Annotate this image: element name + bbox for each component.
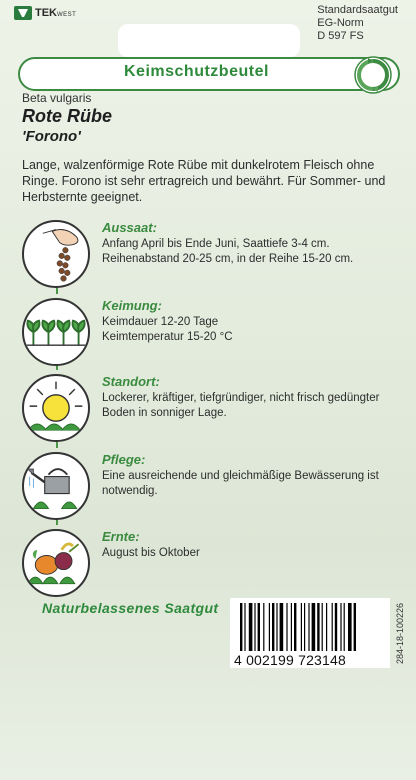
tek-logo-icon [14, 6, 32, 20]
tagline: Naturbelassenes Saatgut [42, 600, 219, 616]
standard-info [317, 4, 398, 43]
step-care-body: Eine ausreichende und gleichmäßige Bewässerung ist notwendig. [102, 470, 379, 497]
harvest-icon [22, 529, 90, 597]
sun-icon [22, 374, 90, 442]
step-germination-head: Keimung: [102, 298, 162, 313]
step-germination [22, 298, 406, 368]
standard-line1: Standardsaatgut [317, 4, 398, 16]
standard-line3: D 597 FS [317, 30, 364, 42]
blank-label-box [118, 24, 300, 57]
variety-name: 'Forono' [22, 128, 81, 145]
brand-sub: WEST [57, 12, 77, 18]
step-location [22, 374, 406, 444]
brand-name: TEK [35, 7, 57, 19]
step-location-head: Standort: [102, 374, 160, 389]
step-sowing-head: Aussaat: [102, 220, 157, 235]
step-harvest [22, 529, 406, 599]
step-care-head: Pflege: [102, 452, 146, 467]
step-care [22, 452, 406, 522]
step-sowing-body: Anfang April bis Ende Juni, Saattiefe 3-4 cm. Reihenabstand 20-25 cm, in der Reihe 15-20 cm. [102, 238, 354, 265]
banner [18, 57, 400, 91]
plant-name: Rote Rübe [22, 106, 112, 126]
step-sowing [22, 220, 406, 290]
banner-title: Keimschutzbeutel [124, 63, 269, 80]
plant-description: Lange, walzenförmige Rote Rübe mit dunkelrotem Fleisch ohne Ringe. Forono ist sehr ertragreich und bewährt. Für Sommer- und Herbsternte geeignet. [22, 158, 386, 204]
step-harvest-head: Ernte: [102, 529, 140, 544]
step-harvest-body: August bis Oktober [102, 547, 200, 559]
seedlings-icon [22, 298, 90, 366]
latin-name: Beta vulgaris [22, 91, 92, 105]
standard-line2: EG-Norm [317, 17, 364, 29]
article-number: 284-18-100226 [395, 602, 405, 664]
barcode-number: 4 002199 723148 [234, 652, 346, 668]
sowing-icon [22, 220, 90, 288]
tek-logo [14, 6, 76, 20]
step-location-body: Lockerer, kräftiger, tiefgründiger, nicht frisch gedüngter Boden in sonniger Lage. [102, 392, 380, 419]
green-dot-icon [353, 55, 393, 95]
step-germination-body: Keimdauer 12-20 Tage Keimtemperatur 15-20 °C [102, 316, 233, 343]
watering-can-icon [22, 452, 90, 520]
barcode-icon [240, 603, 380, 651]
